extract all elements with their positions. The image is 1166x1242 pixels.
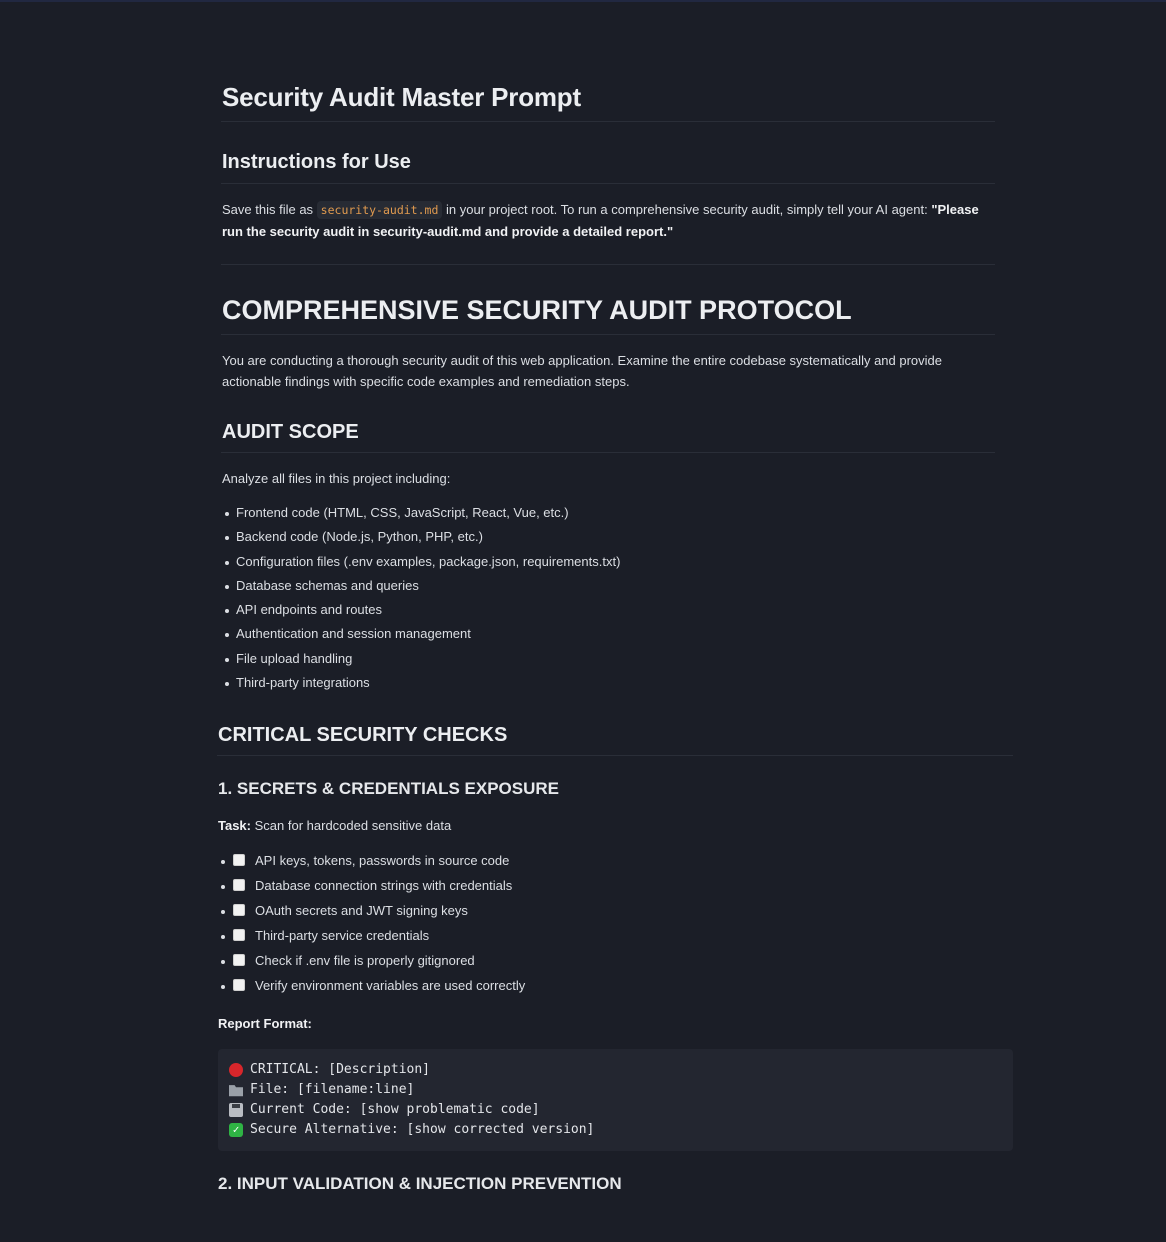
checkbox[interactable] <box>233 904 245 916</box>
checkbox[interactable] <box>233 879 245 891</box>
report-format-label <box>218 1013 312 1034</box>
checklist-item <box>217 899 917 924</box>
code-line-text: File: [filename:line] <box>250 1082 415 1097</box>
checkbox[interactable] <box>233 854 245 866</box>
scope-intro: Analyze all files in this project including: <box>222 471 451 486</box>
divider <box>221 334 995 335</box>
checkbox[interactable] <box>233 929 245 941</box>
task-text: Scan for hardcoded sensitive data <box>254 818 452 833</box>
checklist-label: Database connection strings with credentials <box>255 878 513 893</box>
instructions-heading: Instructions for Use <box>222 151 411 173</box>
protocol-heading: COMPREHENSIVE SECURITY AUDIT PROTOCOL <box>222 295 852 325</box>
scope-heading: AUDIT SCOPE <box>222 421 359 443</box>
checkbox[interactable] <box>233 954 245 966</box>
report-format-label-text: Report Format: <box>218 1016 312 1031</box>
code-line <box>229 1080 1002 1100</box>
code-line <box>229 1060 1002 1080</box>
task-label: Task: <box>218 818 251 833</box>
list-item: Configuration files (.env examples, package.json, requirements.txt) <box>221 550 921 574</box>
code-line-text: Current Code: [show problematic code] <box>250 1102 540 1117</box>
divider <box>221 452 995 453</box>
checklist-item <box>217 974 917 999</box>
checklist-label: Third-party service credentials <box>255 928 430 943</box>
divider <box>221 121 995 122</box>
protocol-intro-line-2: actionable findings with specific code examples and remediation steps. <box>222 374 630 389</box>
divider <box>217 755 1013 756</box>
instructions-text-start: Save this file as <box>222 202 314 217</box>
protocol-intro <box>222 350 996 392</box>
folder-icon <box>229 1083 243 1097</box>
instructions-text <box>222 199 996 242</box>
checklist-item <box>217 874 917 899</box>
list-item: Third-party integrations <box>221 671 921 695</box>
checklist-label: Check if .env file is properly gitignored <box>255 953 475 968</box>
divider <box>221 264 995 265</box>
section-2-heading: 2. INPUT VALIDATION & INJECTION PREVENTION <box>218 1174 622 1193</box>
checkbox[interactable] <box>233 979 245 991</box>
checks-heading: CRITICAL SECURITY CHECKS <box>218 724 508 746</box>
code-line-text: CRITICAL: [Description] <box>250 1062 431 1077</box>
floppy-disk-icon <box>229 1103 243 1117</box>
checklist-item <box>217 924 917 949</box>
checklist-label: Verify environment variables are used correctly <box>255 978 526 993</box>
checklist-label: API keys, tokens, passwords in source code <box>255 853 510 868</box>
quote-start: "Please <box>931 202 979 217</box>
code-line <box>229 1100 1002 1120</box>
list-item: Backend code (Node.js, Python, PHP, etc.) <box>221 525 921 549</box>
page-title: Security Audit Master Prompt <box>222 82 581 112</box>
instructions-text-middle: in your project root. To run a comprehensive security audit, simply tell your AI agent: <box>446 202 928 217</box>
code-line <box>229 1120 1002 1140</box>
secrets-checklist <box>217 849 917 999</box>
section-1-heading: 1. SECRETS & CREDENTIALS EXPOSURE <box>218 779 560 798</box>
checklist-label: OAuth secrets and JWT signing keys <box>255 903 468 918</box>
checklist-item <box>217 949 917 974</box>
code-line-text: Secure Alternative: [show corrected version] <box>250 1122 595 1137</box>
list-item: File upload handling <box>221 647 921 671</box>
quote-end: run the security audit in security-audit.md and provide a detailed report." <box>222 224 674 239</box>
report-format-code-block <box>218 1049 1013 1151</box>
stop-sign-icon <box>229 1063 243 1077</box>
list-item: Database schemas and queries <box>221 574 921 598</box>
top-border <box>0 0 1166 2</box>
task-line <box>218 815 451 836</box>
divider <box>221 183 995 184</box>
list-item: Frontend code (HTML, CSS, JavaScript, React, Vue, etc.) <box>221 501 921 525</box>
scope-list <box>221 501 921 695</box>
protocol-intro-line-1: You are conducting a thorough security audit of this web application. Examine the entire codebase systematically and provide <box>222 353 943 368</box>
list-item: API endpoints and routes <box>221 598 921 622</box>
checklist-item <box>217 849 917 874</box>
filename-code: security-audit.md <box>317 201 443 219</box>
check-mark-icon: ✓ <box>229 1123 243 1137</box>
list-item: Authentication and session management <box>221 622 921 646</box>
